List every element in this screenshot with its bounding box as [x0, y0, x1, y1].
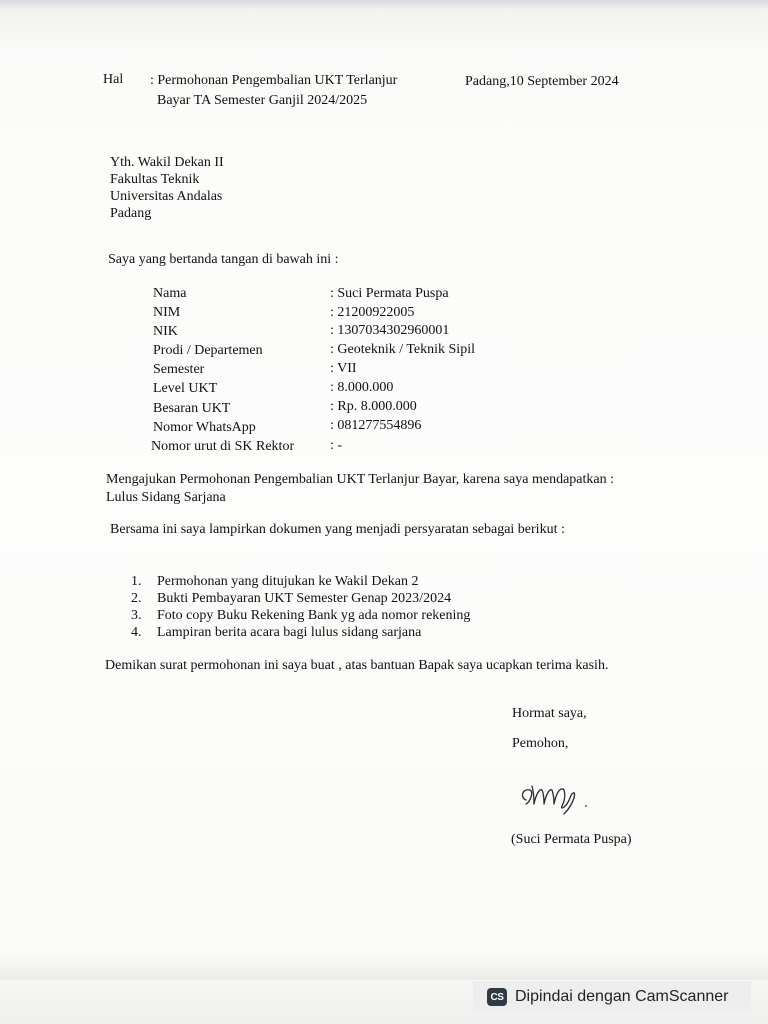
field-value-nim: : 21200922005	[330, 305, 415, 320]
signer-name: (Suci Permata Puspa)	[511, 832, 632, 847]
list-text: Lampiran berita acara bagi lulus sidang sarjana	[157, 625, 422, 640]
recipient-line: Fakultas Teknik	[110, 172, 200, 187]
camscanner-icon: CS	[487, 988, 507, 1006]
list-number: 1.	[131, 574, 142, 589]
list-number: 2.	[131, 591, 142, 606]
request-reason: Lulus Sidang Sarjana	[106, 490, 226, 505]
attachments-list	[131, 573, 470, 641]
field-label-semester: Semester	[153, 362, 205, 377]
handwritten-signature	[512, 768, 602, 816]
field-value-nama: : Suci Permata Puspa	[330, 286, 449, 301]
field-value-whatsapp: : 081277554896	[330, 418, 422, 433]
list-text: Permohonan yang ditujukan ke Wakil Dekan 2	[157, 574, 419, 589]
field-value-nik: : 1307034302960001	[330, 323, 450, 338]
field-value-sk-rektor: : -	[330, 438, 343, 453]
scan-edge-bottom	[0, 955, 768, 980]
pemohon-text: Pemohon,	[512, 736, 569, 751]
scan-edge-top	[0, 0, 768, 10]
attachments-intro: Bersama ini saya lampirkan dokumen yang menjadi persyaratan sebagai berikut :	[110, 522, 565, 537]
field-label-level-ukt: Level UKT	[153, 381, 218, 396]
place-date: Padang,10 September 2024	[465, 74, 619, 89]
list-item	[131, 573, 470, 590]
recipient-line: Universitas Andalas	[110, 189, 223, 204]
list-number: 3.	[131, 608, 142, 623]
list-text: Foto copy Buku Rekening Bank yg ada nomor rekening	[157, 608, 471, 623]
field-label-whatsapp: Nomor WhatsApp	[153, 420, 256, 435]
field-value-prodi: : Geoteknik / Teknik Sipil	[330, 342, 475, 357]
field-label-prodi: Prodi / Departemen	[153, 343, 263, 358]
field-label-sk-rektor: Nomor urut di SK Rektor	[151, 439, 295, 454]
camscanner-label: Dipindai dengan CamScanner	[515, 988, 729, 1005]
subject-line-1: : Permohonan Pengembalian UKT Terlanjur	[150, 73, 398, 88]
field-value-besaran-ukt: : Rp. 8.000.000	[330, 399, 417, 414]
recipient-block	[110, 154, 224, 222]
hal-label: Hal	[103, 72, 124, 87]
field-label-nim: NIM	[153, 305, 181, 320]
field-label-nama: Nama	[153, 286, 187, 301]
list-item	[131, 607, 470, 624]
intro-text: Saya yang bertanda tangan di bawah ini :	[108, 252, 339, 267]
field-label-nik: NIK	[153, 324, 178, 339]
recipient-line: Padang	[110, 206, 152, 221]
request-text: Mengajukan Permohonan Pengembalian UKT Terlanjur Bayar, karena saya mendapatkan :	[106, 472, 614, 487]
closing-text: Demikan surat permohonan ini saya buat , atas bantuan Bapak saya ucapkan terima kasih.	[105, 658, 609, 673]
list-item	[131, 590, 470, 607]
hormat-text: Hormat saya,	[512, 706, 587, 721]
list-text: Bukti Pembayaran UKT Semester Genap 2023/2024	[157, 591, 452, 606]
field-label-besaran-ukt: Besaran UKT	[153, 401, 231, 416]
subject-line-2: Bayar TA Semester Ganjil 2024/2025	[157, 93, 368, 108]
list-number: 4.	[131, 625, 142, 640]
recipient-line: Yth. Wakil Dekan II	[110, 155, 224, 170]
camscanner-badge	[473, 981, 751, 1013]
field-value-semester: : VII	[330, 361, 357, 376]
field-value-level-ukt: : 8.000.000	[330, 380, 394, 395]
list-item	[131, 624, 470, 641]
